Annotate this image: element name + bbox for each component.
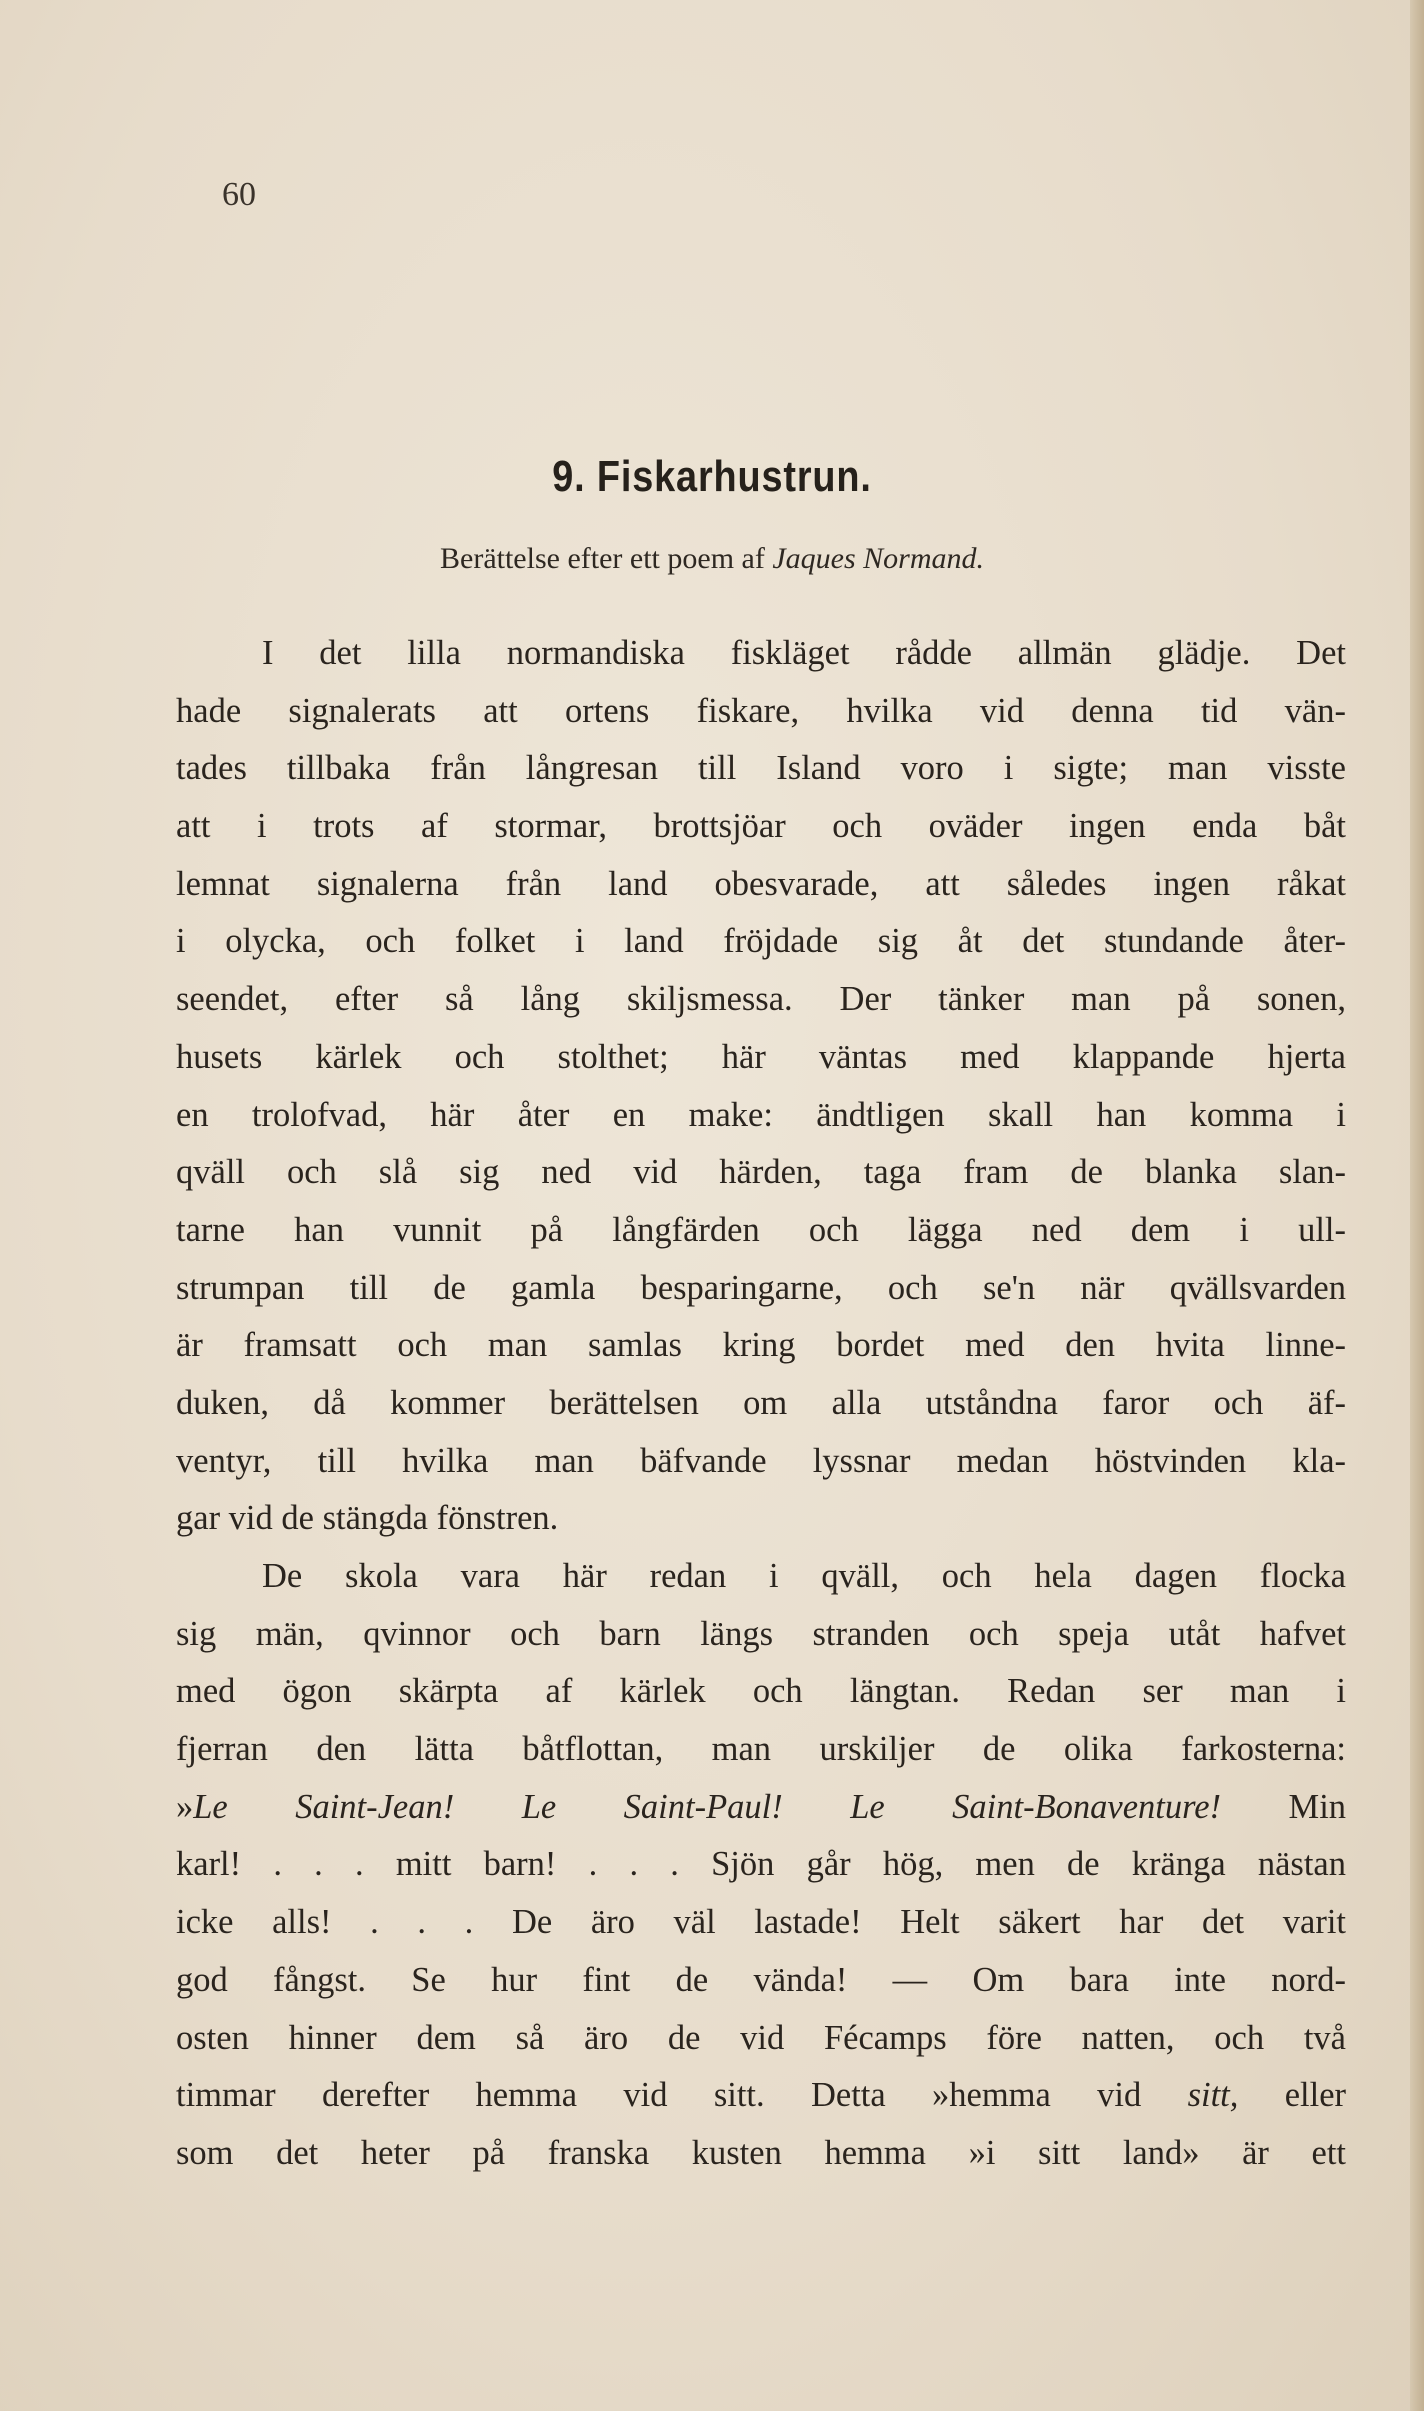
text-line: ventyr, till hvilka man bäfvande lyssnar medan höstvinden kla- bbox=[176, 1441, 1346, 1480]
text-line: sig män, qvinnor och barn längs stranden och speja utåt hafvet bbox=[176, 1614, 1346, 1653]
ship-name: Le Saint-Jean! bbox=[193, 1787, 455, 1826]
text-line: är framsatt och man samlas kring bordet med den hvita linne- bbox=[176, 1326, 1346, 1365]
text-line: tades tillbaka från långresan till Island voro i sigte; man visste bbox=[176, 749, 1346, 788]
text-line: tarne han vunnit på långfärden och lägga ned dem i ull- bbox=[176, 1210, 1346, 1249]
text-line: att i trots af stormar, brottsjöar och oväder ingen enda båt bbox=[176, 807, 1346, 846]
text-line: i olycka, och folket i land fröjdade sig åt det stundande åter- bbox=[176, 922, 1346, 961]
subtitle-author: Jaques Normand. bbox=[772, 542, 984, 575]
body-text bbox=[176, 625, 1346, 2183]
text-line: osten hinner dem så äro de vid Fécamps före natten, och två bbox=[176, 2018, 1346, 2057]
chapter-subtitle bbox=[0, 542, 1424, 576]
text-line: duken, då kommer berättelsen om alla utståndna faror och äf- bbox=[176, 1383, 1346, 1422]
text-line: god fångst. Se hur fint de vända! — Om bara inte nord- bbox=[176, 1960, 1346, 1999]
quote-open: » bbox=[176, 1787, 194, 1826]
text-line: De skola vara här redan i qväll, och hela dagen flocka bbox=[262, 1557, 1346, 1595]
text-line: med ögon skärpta af kärlek och längtan. Redan ser man i bbox=[176, 1672, 1346, 1711]
text-line: I det lilla normandiska fiskläget rådde allmän glädje. Det bbox=[262, 634, 1346, 672]
ship-name: Le Saint-Paul! bbox=[521, 1787, 783, 1826]
page-edge bbox=[1410, 0, 1424, 2411]
page-number: 60 bbox=[222, 176, 256, 213]
text-line: karl! . . . mitt barn! . . . Sjön går hög, men de kränga nästan bbox=[176, 1845, 1346, 1884]
line-tail: Min bbox=[1288, 1787, 1347, 1826]
line-end: eller bbox=[1238, 2076, 1346, 2115]
text-line: lemnat signalerna från land obesvarade, att således ingen råkat bbox=[176, 864, 1346, 903]
text-line: strumpan till de gamla besparingarne, och se'n när qvällsvarden bbox=[176, 1268, 1346, 1307]
ship-name: Le Saint-Bonaventure! bbox=[850, 1787, 1222, 1826]
line-start: timmar derefter hemma vid sitt. Detta »hemma vid bbox=[176, 2076, 1188, 2115]
text-line: icke alls! . . . De äro väl lastade! Helt säkert har det varit bbox=[176, 1903, 1346, 1942]
text-line: gar vid de stängda fönstren. bbox=[176, 1499, 559, 1538]
text-line: husets kärlek och stolthet; här väntas med klappande hjerta bbox=[176, 1037, 1346, 1076]
text-line: qväll och slå sig ned vid härden, taga fram de blanka slan- bbox=[176, 1153, 1346, 1192]
text-line: fjerran den lätta båtflottan, man urskiljer de olika farkosterna: bbox=[176, 1730, 1346, 1769]
text-line: en trolofvad, här åter en make: ändtligen skall han komma i bbox=[176, 1095, 1346, 1134]
emphasis-word: sitt, bbox=[1187, 2076, 1239, 2115]
text-line: seendet, efter så lång skiljsmessa. Der tänker man på sonen, bbox=[176, 980, 1346, 1019]
text-line: som det heter på franska kusten hemma »i sitt land» är ett bbox=[176, 2133, 1346, 2172]
chapter-title: 9. Fiskarhustrun. bbox=[552, 452, 872, 501]
text-line-emph bbox=[176, 2067, 1346, 2125]
text-line-ships bbox=[176, 1779, 1346, 1837]
text-line: hade signalerats att ortens fiskare, hvilka vid denna tid vän- bbox=[176, 691, 1346, 730]
subtitle-prefix: Berättelse efter ett poem af bbox=[440, 542, 773, 575]
